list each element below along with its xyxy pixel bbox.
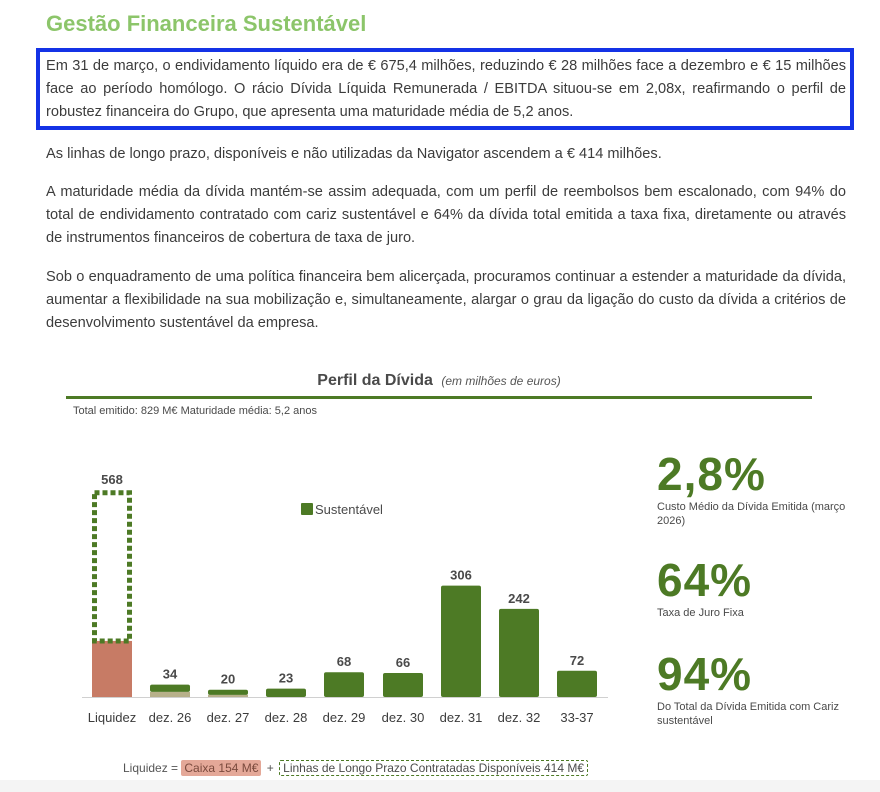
chart-title-text: Perfil da Dívida [317,372,433,389]
data-label: 20 [220,671,236,687]
footnote-credit-lines: Linhas de Longo Prazo Contratadas Disponíveis 414 M€ [279,760,588,776]
kpi-value: 2,8% [657,448,766,500]
kpi-description: Do Total da Dívida Emitida com Cariz sustentável [657,701,839,727]
paragraph-net-debt: Em 31 de março, o endividamento líquido era de € 675,4 milhões, reduzindo € 28 milhões face a dezembro e € 15 milhões face ao período homólogo. O rácio Dívida Líquida Remunerada / EBITDA situou-se em 2,08x, reafirmando o perfil de robustez financeira do Grupo, que apresenta uma maturidade média de 5,2 anos. [46,58,846,120]
x-tick-label: dez. 27 [206,710,250,725]
kpi-average-cost [657,450,847,528]
kpi-value: 64% [657,554,753,606]
bar-segment-sustentavel-8 [557,671,597,697]
data-label: 34 [162,666,178,682]
x-tick-label: Liquidez [87,710,137,725]
bar-segment-sustentavel-5 [383,673,423,697]
page-bottom-edge [0,780,880,792]
x-tick-label: dez. 31 [439,710,483,725]
data-label: 23 [278,670,294,686]
data-label: 68 [336,654,352,670]
bar-segment-sustentavel-7 [499,609,539,697]
x-tick-label: dez. 32 [497,710,541,725]
data-label: 306 [450,567,472,583]
kpi-value: 94% [657,648,753,700]
x-tick-label: dez. 30 [381,710,425,725]
paragraph-maturity: A maturidade média da dívida mantém-se assim adequada, com um perfil de reembolsos bem escalonado, com 94% do total de endividamento contratado com cariz sustentável e 64% da dívida total emitida a taxa fixa, diretamente ou através de instrumentos financeiros de cobertura de taxa de juro. [46,184,846,246]
data-label: 568 [101,472,123,488]
chart-summary: Total emitido: 829 M€ Maturidade média: 5,2 anos [73,405,317,417]
data-label: 72 [569,652,585,668]
x-tick-label: 33-37 [560,710,594,725]
x-tick-label: dez. 28 [264,710,308,725]
data-label: 242 [508,590,530,606]
kpi-sustainable-share [657,650,847,728]
data-label: 66 [395,654,411,670]
bar-segment-sustentavel-4 [324,672,364,697]
footnote-cash: Caixa 154 M€ [181,760,261,776]
bar-liquidez-caixa [92,641,132,697]
bar-segment-sustentavel-6 [441,586,481,697]
x-tick-label: dez. 26 [148,710,192,725]
kpi-fixed-rate [657,556,847,620]
bar-segment-other-1 [150,692,190,697]
x-tick-label: dez. 29 [322,710,366,725]
kpi-description: Taxa de Juro Fixa [657,607,744,619]
bar-liquidez-linhas [95,493,130,641]
kpi-description: Custo Médio da Dívida Emitida (março 2026) [657,501,846,527]
chart-subtitle: (em milhões de euros) [441,374,561,388]
page-title: Gestão Financeira Sustentável [46,11,367,36]
bar-segment-other-2 [208,695,248,697]
legend-swatch-sustentavel [301,503,313,515]
bar-segment-sustentavel-2 [208,690,248,695]
bar-segment-sustentavel-3 [266,689,306,697]
liquidity-footnote [123,761,588,775]
paragraph-policy: Sob o enquadramento de uma política financeira bem alicerçada, procuramos continuar a estender a maturidade da dívida, aumentar a flexibilidade na sua mobilização e, simultaneamente, alargar o grau da ligação do custo da dívida a critérios de desenvolvimento sustentável da empresa. [46,269,846,331]
footnote-prefix: Liquidez = [123,761,179,775]
legend-label-sustentavel: Sustentável [315,502,383,517]
bar-segment-sustentavel-1 [150,685,190,692]
footnote-plus: + [266,761,274,775]
paragraph-credit-lines: As linhas de longo prazo, disponíveis e não utilizadas da Navigator ascendem a € 414 milhões. [46,146,662,162]
